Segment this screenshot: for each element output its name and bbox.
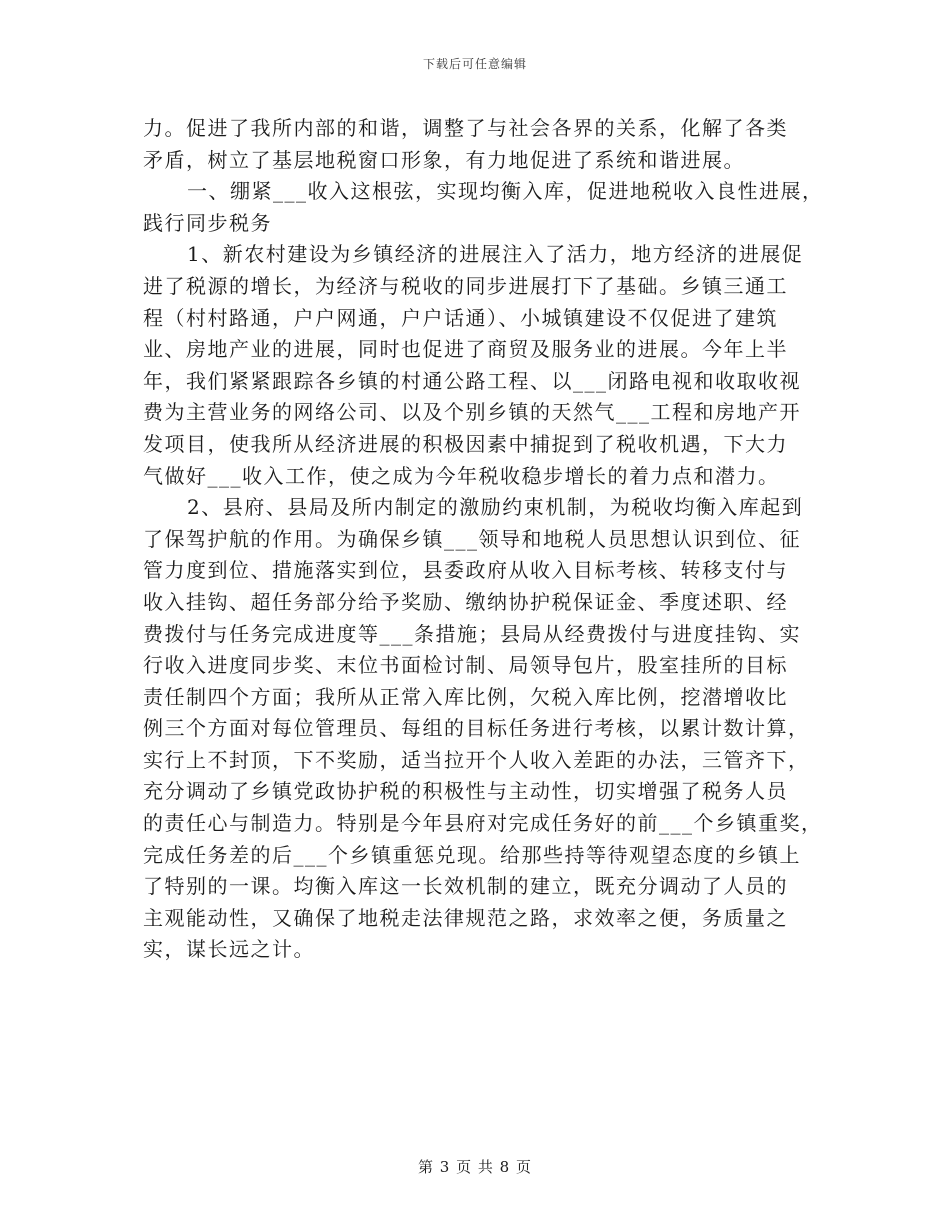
text-line: 例三个方面对每位管理员、每组的目标任务进行考核，以累计数计算， <box>143 716 810 741</box>
text-line: 的责任心与制造力。特别是今年县府对完成任务好的前___个乡镇重奖， <box>143 811 823 836</box>
text-line: 实，谋长远之计。 <box>143 937 315 962</box>
text-line: 矛盾，树立了基层地税窗口形象，有力地促进了系统和谐进展。 <box>143 147 745 172</box>
text-line: 一、绷紧___收入这根弦，实现均衡入库，促进地税收入良性进展， <box>187 179 824 204</box>
text-line: 程（村村路通，户户网通，户户话通）、小城镇建设不仅促进了建筑 <box>143 305 778 330</box>
text-line: 完成任务差的后___个乡镇重惩兑现。给那些持等待观望态度的乡镇上 <box>143 842 801 867</box>
text-line: 发项目，使我所从经济进展的积极因素中捕捉到了税收机遇，下大力 <box>143 431 788 456</box>
text-line: 2、县府、县局及所内制定的激励约束机制，为税收均衡入库起到 <box>187 495 804 520</box>
text-line: 了保驾护航的作用。为确保乡镇___领导和地税人员思想认识到位、征 <box>143 526 801 551</box>
text-line: 气做好___收入工作，使之成为今年税收稳步增长的着力点和潜力。 <box>143 463 780 488</box>
text-line: 费拨付与任务完成进度等___条措施；县局从经费拨付与进度挂钩、实 <box>143 621 801 646</box>
text-line: 业、房地产业的进展，同时也促进了商贸及服务业的进展。今年上半 <box>143 337 788 362</box>
text-line: 管力度到位、措施落实到位，县委政府从收入目标考核、转移支付与 <box>143 558 788 583</box>
document-body <box>143 113 823 966</box>
text-line: 主观能动性，又确保了地税走法律规范之路，求效率之便，务质量之 <box>143 905 788 930</box>
text-line: 了特别的一课。均衡入库这一长效机制的建立，既充分调动了人员的 <box>143 874 788 899</box>
text-line: 责任制四个方面；我所从正常入库比例，欠税入库比例，挖潜增收比 <box>143 684 788 709</box>
text-line: 行收入进度同步奖、末位书面检讨制、局领导包片，股室挂所的目标 <box>143 653 788 678</box>
text-line: 1、新农村建设为乡镇经济的进展注入了活力，地方经济的进展促 <box>187 242 804 267</box>
text-line: 年，我们紧紧跟踪各乡镇的村通公路工程、以___闭路电视和收取收视 <box>143 368 801 393</box>
text-line: 力。促进了我所内部的和谐，调整了与社会各界的关系，化解了各类 <box>143 116 788 140</box>
page-footer: 第 3 页 共 8 页 <box>418 1158 532 1176</box>
text-line: 进了税源的增长，为经济与税收的同步进展打下了基础。乡镇三通工 <box>143 273 788 298</box>
text-line: 充分调动了乡镇党政协护税的积极性与主动性，切实增强了税务人员 <box>143 779 788 804</box>
text-line: 费为主营业务的网络公司、以及个别乡镇的天然气___工程和房地产开 <box>143 400 801 425</box>
text-line: 践行同步税务 <box>143 210 272 235</box>
page-header: 下载后可任意编辑 <box>422 57 527 71</box>
text-line: 实行上不封顶，下不奖励，适当拉开个人收入差距的办法，三管齐下， <box>143 747 810 772</box>
text-line: 收入挂钩、超任务部分给予奖励、缴纳协护税保证金、季度述职、经 <box>143 589 788 614</box>
